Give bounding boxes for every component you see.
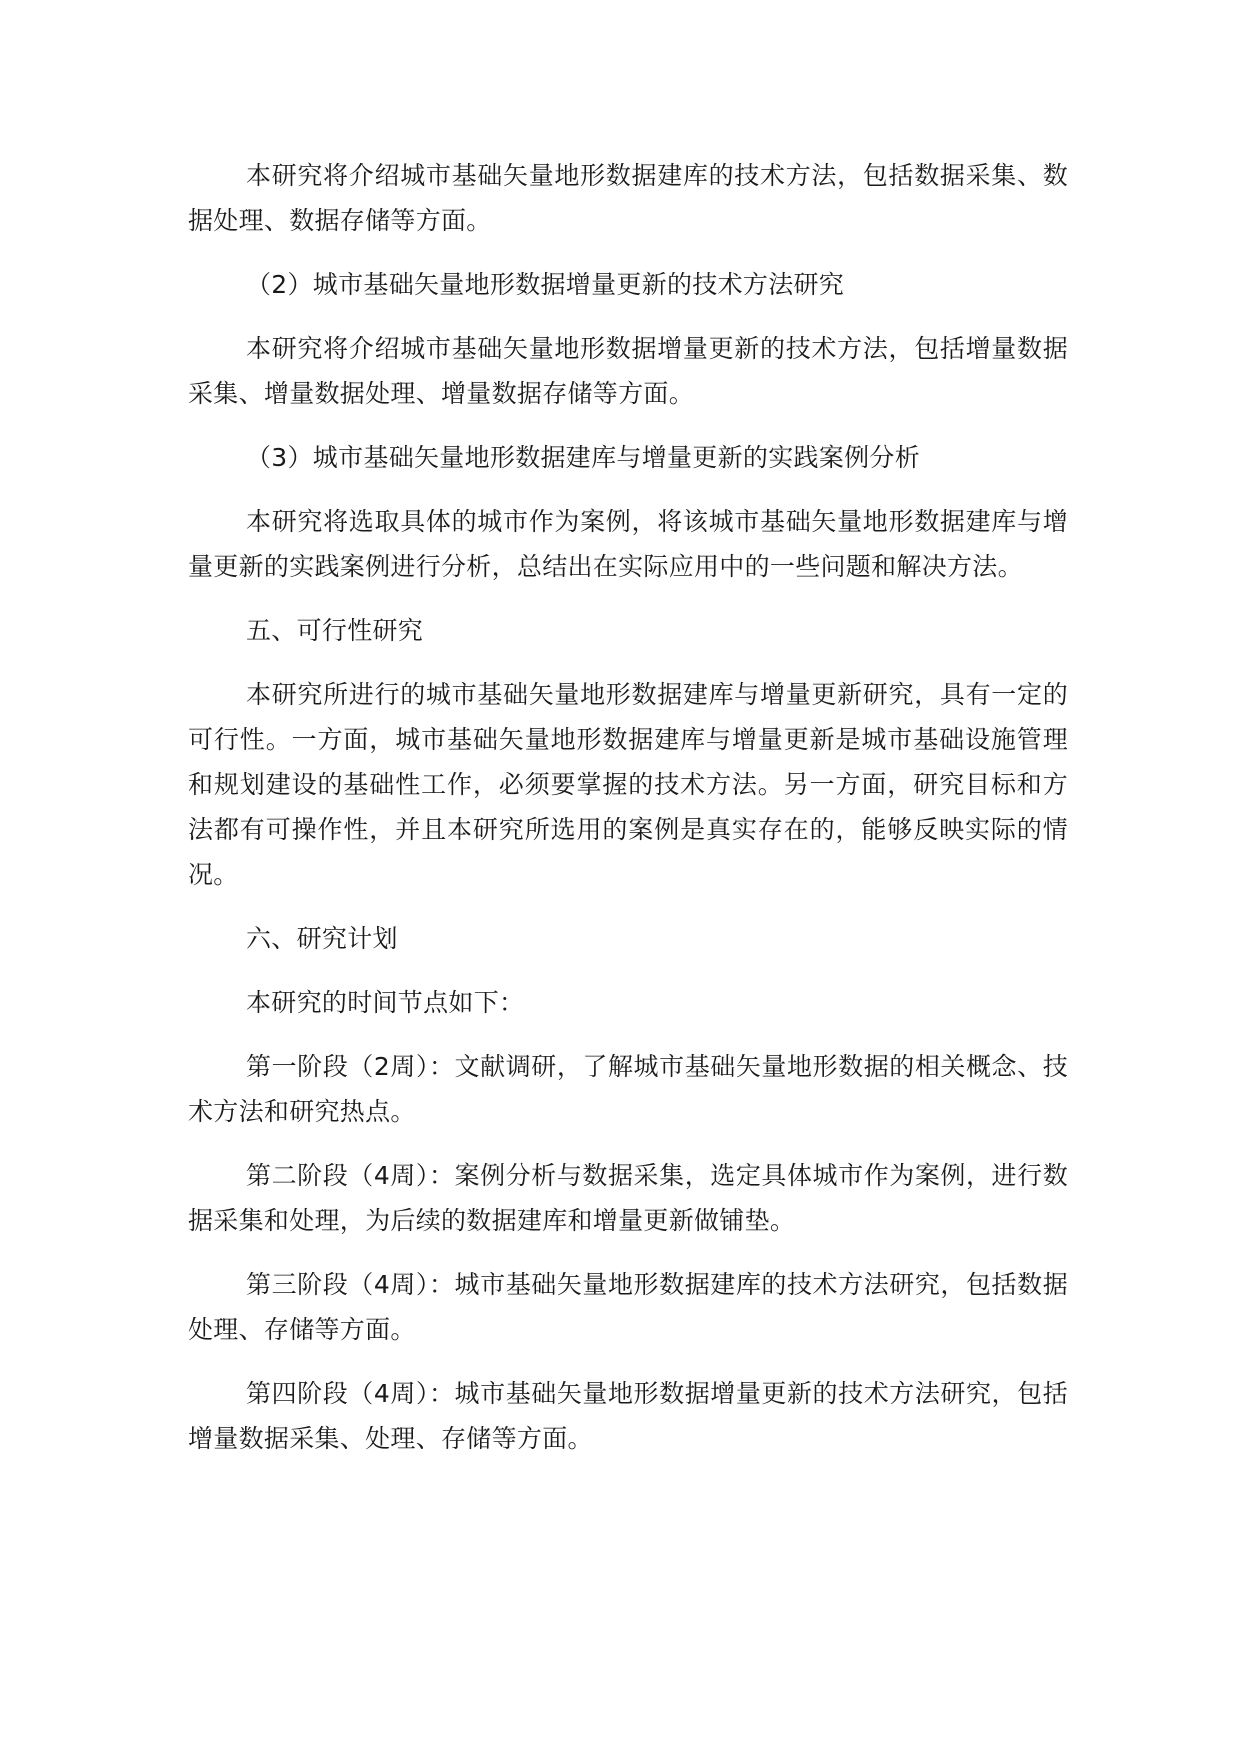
heading-incremental-update-methods: （2）城市基础矢量地形数据增量更新的技术方法研究 xyxy=(246,270,845,299)
paragraph-phase-4: 第四阶段（4周）：城市基础矢量地形数据增量更新的技术方法研究，包括增量数据采集、处理、存储等方面。 xyxy=(188,1379,1068,1453)
paragraph-database-methods: 本研究将介绍城市基础矢量地形数据建库的技术方法，包括数据采集、数据处理、数据存储等方面。 xyxy=(188,161,1068,235)
paragraph-phase-3: 第三阶段（4周）：城市基础矢量地形数据建库的技术方法研究，包括数据处理、存储等方面。 xyxy=(188,1270,1068,1344)
paragraph-incremental-update-methods: 本研究将介绍城市基础矢量地形数据增量更新的技术方法，包括增量数据采集、增量数据处理、增量数据存储等方面。 xyxy=(188,334,1068,408)
paragraph-timeline-intro: 本研究的时间节点如下： xyxy=(246,988,525,1017)
section-heading-research-plan: 六、研究计划 xyxy=(246,924,398,953)
paragraph-phase-2: 第二阶段（4周）：案例分析与数据采集，选定具体城市作为案例，进行数据采集和处理，为后续的数据建库和增量更新做铺垫。 xyxy=(188,1161,1068,1235)
heading-case-analysis: （3）城市基础矢量地形数据建库与增量更新的实践案例分析 xyxy=(246,443,921,472)
document-body xyxy=(188,153,1068,1480)
paragraph-case-analysis: 本研究将选取具体的城市作为案例，将该城市基础矢量地形数据建库与增量更新的实践案例进行分析，总结出在实际应用中的一些问题和解决方法。 xyxy=(188,507,1068,581)
paragraph-feasibility: 本研究所进行的城市基础矢量地形数据建库与增量更新研究，具有一定的可行性。一方面，城市基础矢量地形数据建库与增量更新是城市基础设施管理和规划建设的基础性工作，必须要掌握的技术方法。另一方面，研究目标和方法都有可操作性，并且本研究所选用的案例是真实存在的，能够反映实际的情况。 xyxy=(188,680,1068,889)
paragraph-phase-1: 第一阶段（2周）：文献调研，了解城市基础矢量地形数据的相关概念、技术方法和研究热点。 xyxy=(188,1052,1068,1126)
section-heading-feasibility: 五、可行性研究 xyxy=(246,616,424,645)
